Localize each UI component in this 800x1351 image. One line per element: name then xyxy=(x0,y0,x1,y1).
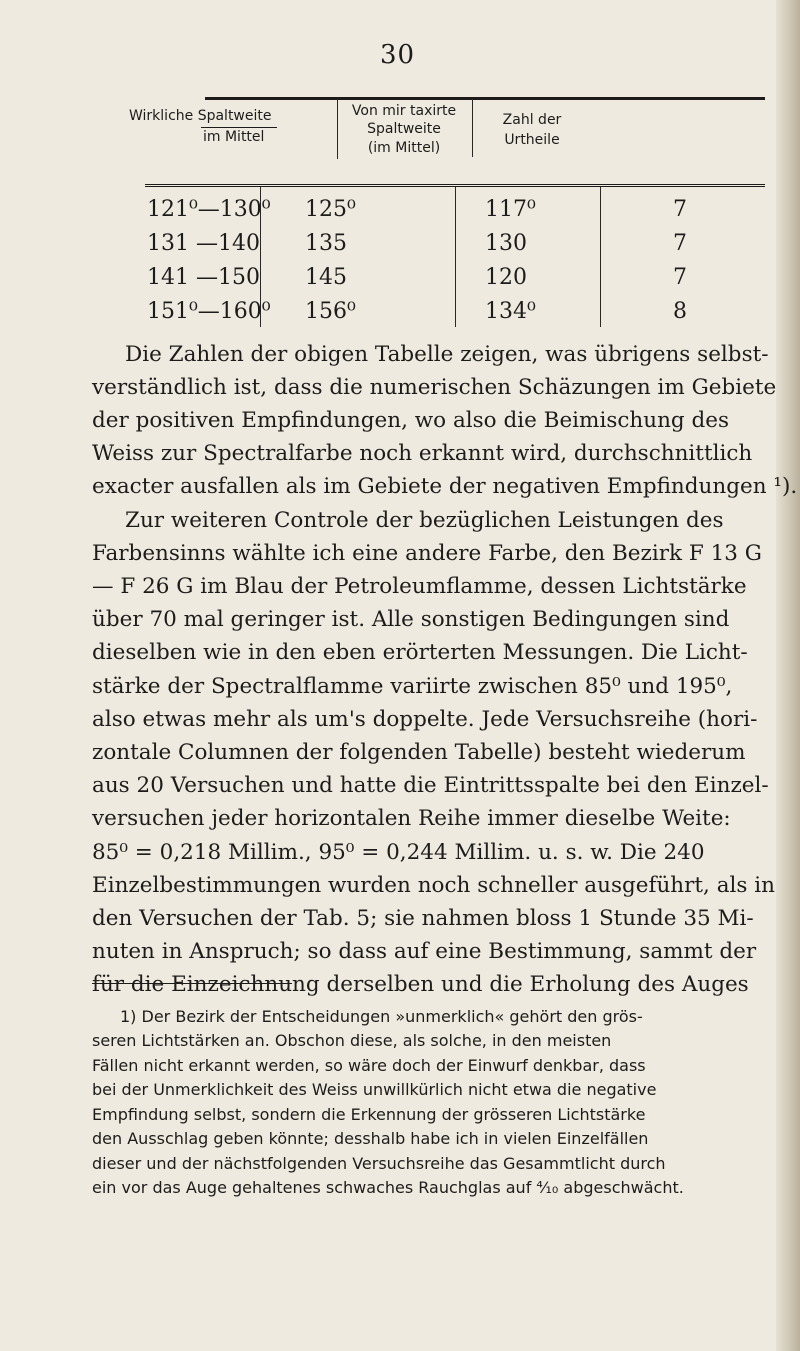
body-line: den Versuchen der Tab. 5; sie nahmen bloss 1 Stunde 35 Mi- xyxy=(92,906,754,931)
body-line: versuchen jeder horizontalen Reihe immer dieselbe Weite: xyxy=(92,806,731,831)
page-number: 30 xyxy=(380,40,416,70)
cell-estimated-mean: 134⁰ xyxy=(485,299,536,324)
body-line: Farbensinns wählte ich eine andere Farbe, den Bezirk F 13 G xyxy=(92,541,762,566)
body-line: — F 26 G im Blau der Petroleumflamme, dessen Lichtstärke xyxy=(92,574,747,599)
cell-count: 7 xyxy=(673,265,687,290)
body-line: nuten in Anspruch; so dass auf eine Bestimmung, sammt der xyxy=(92,939,757,964)
footnote-line: bei der Unmerklichkeit des Weiss unwillkürlich nicht etwa die negative xyxy=(92,1080,657,1099)
page-edge-shadow xyxy=(776,0,800,1351)
cell-estimated-mean: 130 xyxy=(485,231,527,256)
header-actual-width: Wirkliche Spaltweite xyxy=(129,108,272,124)
table-row xyxy=(147,265,765,299)
body-line: der positiven Empfindungen, wo also die Beimischung des xyxy=(92,408,730,433)
body-line: für die Einzeichnung derselben und die Erholung des Auges xyxy=(92,972,749,997)
table-row xyxy=(147,197,765,231)
table-row xyxy=(147,231,765,265)
header-divider-1 xyxy=(337,99,338,159)
header-count-line1: Zahl der xyxy=(502,112,562,128)
header-estimated-line2: Spaltweite xyxy=(367,121,441,137)
footnote-line: Fällen nicht erkannt werden, so wäre doch der Einwurf denkbar, dass xyxy=(92,1056,646,1075)
cell-range: 121⁰—130⁰ xyxy=(147,197,271,222)
body-line: verständlich ist, dass die numerischen Schäzungen im Gebiete xyxy=(92,375,777,400)
footnote-line: seren Lichtstärken an. Obschon diese, als solche, in den meisten xyxy=(92,1031,612,1050)
cell-range: 151⁰—160⁰ xyxy=(147,299,271,324)
body-line: stärke der Spectralflamme variirte zwischen 85⁰ und 195⁰, xyxy=(92,674,733,699)
body-line: Weiss zur Spectralfarbe noch erkannt wird, durchschnittlich xyxy=(92,441,753,466)
cell-actual-mean: 156⁰ xyxy=(305,299,356,324)
cell-actual-mean: 145 xyxy=(305,265,347,290)
cell-estimated-mean: 117⁰ xyxy=(485,197,536,222)
body-line: zontale Columnen der folgenden Tabelle) besteht wiederum xyxy=(92,740,746,765)
header-divider-2 xyxy=(472,99,473,157)
body-line: über 70 mal geringer ist. Alle sonstigen Bedingungen sind xyxy=(92,607,730,632)
cell-actual-mean: 125⁰ xyxy=(305,197,356,222)
cell-actual-mean: 135 xyxy=(305,231,347,256)
footnote-line: dieser und der nächstfolgenden Versuchsreihe das Gesammtlicht durch xyxy=(92,1154,666,1173)
cell-range: 131 —140 xyxy=(147,231,260,256)
table-row xyxy=(147,299,765,333)
cell-estimated-mean: 120 xyxy=(485,265,527,290)
body-line: also etwas mehr als um's doppelte. Jede Versuchsreihe (hori- xyxy=(92,707,758,732)
header-estimated-line1: Von mir taxirte xyxy=(351,103,457,119)
body-line: exacter ausfallen als im Gebiete der negativen Empfindungen ¹). xyxy=(92,474,798,499)
body-line: Zur weiteren Controle der bezüglichen Leistungen des xyxy=(125,508,724,533)
header-actual-width-sub: im Mittel xyxy=(203,129,265,145)
cell-count: 8 xyxy=(673,299,687,324)
header-brace xyxy=(201,127,277,128)
body-line: aus 20 Versuchen und hatte die Eintrittsspalte bei den Einzel- xyxy=(92,773,769,798)
footnote-line: ein vor das Auge gehaltenes schwaches Rauchglas auf ⁴⁄₁₀ abgeschwächt. xyxy=(92,1178,684,1197)
body-line: dieselben wie in den eben erörterten Messungen. Die Licht- xyxy=(92,640,748,665)
cell-count: 7 xyxy=(673,197,687,222)
header-count-line2: Urtheile xyxy=(504,132,560,148)
table-top-rule xyxy=(205,97,765,100)
footnote-line: 1) Der Bezirk der Entscheidungen »unmerklich« gehört den grös- xyxy=(120,1007,643,1026)
body-line: 85⁰ = 0,218 Millim., 95⁰ = 0,244 Millim. u. s. w. Die 240 xyxy=(92,840,705,865)
footnote-rule xyxy=(92,983,292,984)
footnote-line: den Ausschlag geben könnte; desshalb habe ich in vielen Einzelfällen xyxy=(92,1129,649,1148)
header-estimated-line3: (im Mittel) xyxy=(367,140,441,156)
body-line: Einzelbestimmungen wurden noch schneller ausgeführt, als in xyxy=(92,873,776,898)
cell-count: 7 xyxy=(673,231,687,256)
cell-range: 141 —150 xyxy=(147,265,260,290)
footnote-line: Empfindung selbst, sondern die Erkennung der grösseren Lichtstärke xyxy=(92,1105,646,1124)
body-line: Die Zahlen der obigen Tabelle zeigen, was übrigens selbst- xyxy=(125,342,769,367)
